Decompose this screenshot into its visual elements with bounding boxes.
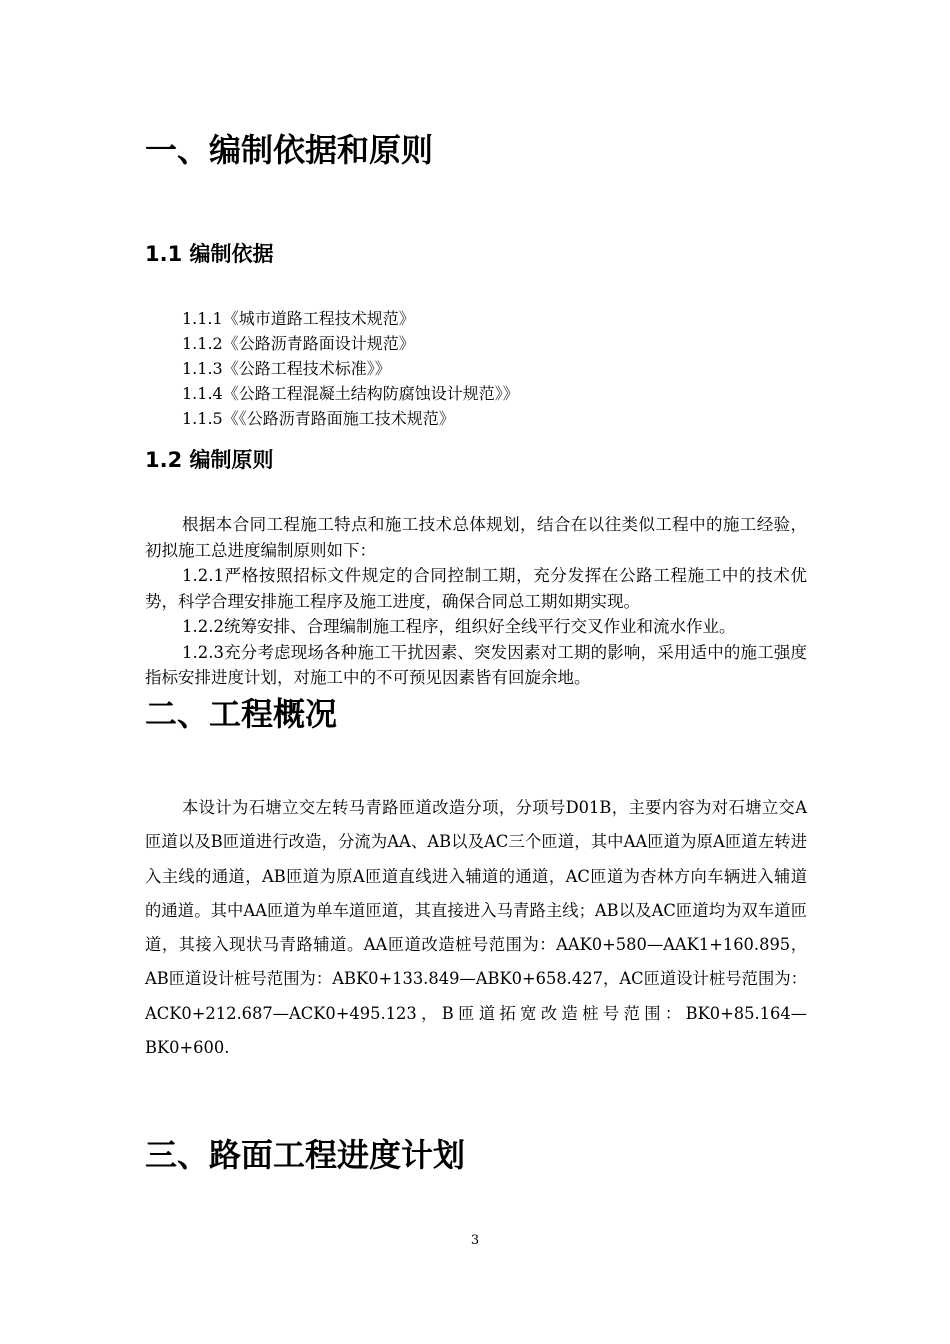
section-1-heading: 一、编制依据和原则 [145,131,434,169]
page-number: 3 [470,1233,480,1248]
section-3-heading: 三、路面工程进度计划 [145,1136,466,1174]
subsection-1-2-heading: 1.2 编制原则 [145,448,274,472]
subsection-1-1-heading: 1.1 编制依据 [145,242,274,266]
project-overview-paragraph: 本设计为石塘立交左转马青路匝道改造分项，分项号D01B，主要内容为对石塘立交A匝道以及B匝道进行改造，分流为AA、AB以及AC三个匝道，其中AA匝道为原A匝道左转进入主线的通道，AB匝道为原A匝道直线进入辅道的通道，AC匝道为杏林方向车辆进入辅道的通道。其中AA匝道为单车道匝道，其直接进入马青路主线；AB以及AC匝道均为双车道匝道，其接入现状马青路辅道。AA匝道改造桩号范围为：AAK0+580—AAK1+160.895，AB匝道设计桩号范围为：ABK0+133.849—ABK0+658.427，AC匝道设计桩号范围为：ACK0+212.687—ACK0+495.123，B匝道拓宽改造桩号范围：BK0+85.164—BK0+600. [145,798,807,1058]
reference-item: 1.1.1《城市道路工程技术规范》 [182,309,415,328]
principles-paragraph: 1.2.2统筹安排、合理编制施工程序，组织好全线平行交叉作业和流水作业。 [182,617,736,636]
reference-item: 1.1.3《公路工程技术标准》》 [182,359,391,378]
principles-paragraph: 根据本合同工程施工特点和施工技术总体规划，结合在以往类似工程中的施工经验，初拟施工总进度编制原则如下： [145,515,807,560]
section-2-heading: 二、工程概况 [145,695,338,733]
principles-paragraph: 1.2.3充分考虑现场各种施工干扰因素、突发因素对工期的影响，采用适中的施工强度指标安排进度计划，对施工中的不可预见因素皆有回旋余地。 [145,642,807,687]
reference-list [182,306,519,431]
reference-item: 1.1.2《公路沥青路面设计规范》 [182,334,415,353]
reference-item: 1.1.5《《公路沥青路面施工技术规范》 [182,409,455,428]
principles-paragraph: 1.2.1严格按照招标文件规定的合同控制工期，充分发挥在公路工程施工中的技术优势，科学合理安排施工程序及施工进度，确保合同总工期如期实现。 [145,566,807,611]
reference-item: 1.1.4《公路工程混凝土结构防腐蚀设计规范》》 [182,384,519,403]
principles-text [145,512,807,691]
